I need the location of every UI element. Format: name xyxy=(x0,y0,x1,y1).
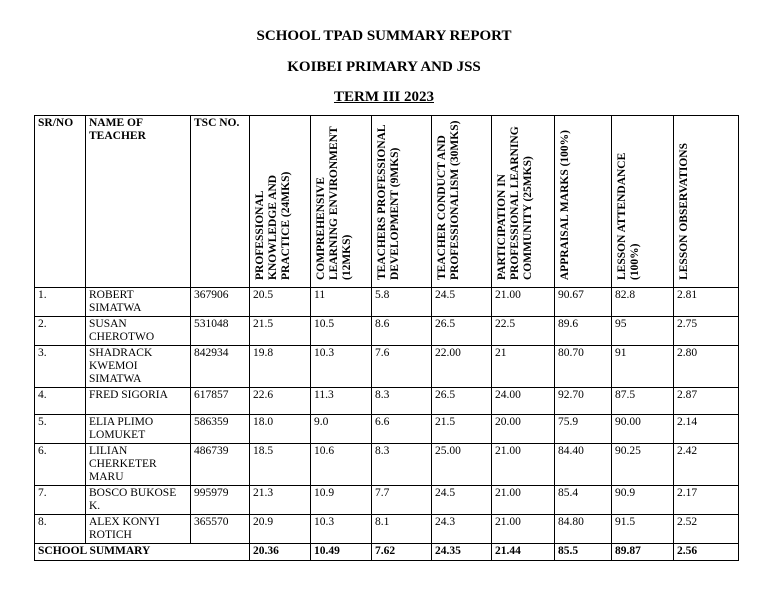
row-professional-knowledge: 22.6 xyxy=(250,388,311,415)
row-lesson-observations: 2.87 xyxy=(674,388,739,415)
tpad-summary-table xyxy=(34,115,739,561)
row-professional-knowledge: 18.0 xyxy=(250,415,311,444)
row-lesson-attendance: 91 xyxy=(612,346,674,388)
row-teacher-conduct: 24.5 xyxy=(432,288,492,317)
row-teacher-name: BOSCO BUKOSE K. xyxy=(86,486,191,515)
table-row xyxy=(35,515,739,544)
row-tsc-no: 365570 xyxy=(191,515,250,544)
summary-cell: 21.44 xyxy=(492,544,555,561)
row-srno: 2. xyxy=(35,317,86,346)
row-lesson-observations: 2.42 xyxy=(674,444,739,486)
row-teacher-conduct: 22.00 xyxy=(432,346,492,388)
row-lesson-observations: 2.75 xyxy=(674,317,739,346)
school-name: KOIBEI PRIMARY AND JSS xyxy=(287,59,481,75)
table-row xyxy=(35,288,739,317)
row-professional-knowledge: 21.3 xyxy=(250,486,311,515)
col-header-learning-community: PARTICIPATION IN PROFESSIONAL LEARNING COMMUNITY (25MKS) xyxy=(492,116,555,288)
row-learning-environment: 9.0 xyxy=(311,415,372,444)
summary-label: SCHOOL SUMMARY xyxy=(35,544,250,561)
row-learning-environment: 10.5 xyxy=(311,317,372,346)
summary-cell: 85.5 xyxy=(555,544,612,561)
row-teacher-name: FRED SIGORIA xyxy=(86,388,191,415)
row-professional-development: 8.3 xyxy=(372,388,432,415)
row-lesson-attendance: 82.8 xyxy=(612,288,674,317)
row-professional-knowledge: 19.8 xyxy=(250,346,311,388)
row-teacher-conduct: 26.5 xyxy=(432,317,492,346)
row-teacher-conduct: 26.5 xyxy=(432,388,492,415)
row-srno: 6. xyxy=(35,444,86,486)
row-srno: 1. xyxy=(35,288,86,317)
row-lesson-observations: 2.52 xyxy=(674,515,739,544)
row-teacher-name: SUSAN CHEROTWO xyxy=(86,317,191,346)
summary-cell: 24.35 xyxy=(432,544,492,561)
row-learning-community: 21.00 xyxy=(492,444,555,486)
row-lesson-observations: 2.14 xyxy=(674,415,739,444)
row-professional-development: 7.6 xyxy=(372,346,432,388)
row-appraisal-marks: 90.67 xyxy=(555,288,612,317)
row-teacher-conduct: 21.5 xyxy=(432,415,492,444)
row-teacher-conduct: 24.5 xyxy=(432,486,492,515)
row-learning-community: 21.00 xyxy=(492,515,555,544)
col-header-lesson-attendance: LESSON ATTENDANCE (100%) xyxy=(612,116,674,288)
row-professional-development: 6.6 xyxy=(372,415,432,444)
row-learning-community: 22.5 xyxy=(492,317,555,346)
col-header-tsc: TSC NO. xyxy=(191,116,250,288)
row-appraisal-marks: 84.40 xyxy=(555,444,612,486)
row-appraisal-marks: 80.70 xyxy=(555,346,612,388)
row-lesson-observations: 2.17 xyxy=(674,486,739,515)
row-lesson-attendance: 91.5 xyxy=(612,515,674,544)
summary-cell: 2.56 xyxy=(674,544,739,561)
row-srno: 5. xyxy=(35,415,86,444)
table-row xyxy=(35,486,739,515)
row-tsc-no: 995979 xyxy=(191,486,250,515)
summary-cell: 10.49 xyxy=(311,544,372,561)
row-tsc-no: 531048 xyxy=(191,317,250,346)
col-header-srno: SR/NO xyxy=(35,116,86,288)
row-lesson-observations: 2.81 xyxy=(674,288,739,317)
row-appraisal-marks: 84.80 xyxy=(555,515,612,544)
row-tsc-no: 486739 xyxy=(191,444,250,486)
row-professional-knowledge: 20.5 xyxy=(250,288,311,317)
row-learning-community: 21 xyxy=(492,346,555,388)
row-teacher-name: LILIAN CHERKETER MARU xyxy=(86,444,191,486)
row-learning-community: 24.00 xyxy=(492,388,555,415)
row-srno: 3. xyxy=(35,346,86,388)
row-teacher-name: SHADRACK KWEMOI SIMATWA xyxy=(86,346,191,388)
table-row xyxy=(35,444,739,486)
row-lesson-attendance: 87.5 xyxy=(612,388,674,415)
row-tsc-no: 617857 xyxy=(191,388,250,415)
row-professional-development: 8.6 xyxy=(372,317,432,346)
row-teacher-name: ALEX KONYI ROTICH xyxy=(86,515,191,544)
row-appraisal-marks: 75.9 xyxy=(555,415,612,444)
row-lesson-attendance: 90.25 xyxy=(612,444,674,486)
row-teacher-name: ELIA PLIMO LOMUKET xyxy=(86,415,191,444)
row-lesson-observations: 2.80 xyxy=(674,346,739,388)
row-teacher-conduct: 25.00 xyxy=(432,444,492,486)
table-row xyxy=(35,317,739,346)
row-tsc-no: 367906 xyxy=(191,288,250,317)
row-professional-knowledge: 20.9 xyxy=(250,515,311,544)
col-header-teacher-conduct: TEACHER CONDUCT AND PROFESSIONALISM (30MKS) xyxy=(432,116,492,288)
row-learning-community: 21.00 xyxy=(492,288,555,317)
report-title: SCHOOL TPAD SUMMARY REPORT xyxy=(256,28,512,44)
row-tsc-no: 586359 xyxy=(191,415,250,444)
row-teacher-name: ROBERT SIMATWA xyxy=(86,288,191,317)
summary-cell: 7.62 xyxy=(372,544,432,561)
row-professional-development: 5.8 xyxy=(372,288,432,317)
row-teacher-conduct: 24.3 xyxy=(432,515,492,544)
table-row xyxy=(35,346,739,388)
row-appraisal-marks: 92.70 xyxy=(555,388,612,415)
col-header-appraisal-marks: APPRAISAL MARKS (100%) xyxy=(555,116,612,288)
row-appraisal-marks: 85.4 xyxy=(555,486,612,515)
col-header-name: NAME OF TEACHER xyxy=(86,116,191,288)
row-srno: 7. xyxy=(35,486,86,515)
row-srno: 8. xyxy=(35,515,86,544)
col-header-learning-environment: COMPREHENSIVE LEARNING ENVIRONMENT (12MKS) xyxy=(311,116,372,288)
row-learning-environment: 11 xyxy=(311,288,372,317)
col-header-professional-development: TEACHERS PROFESSIONAL DEVELOPMENT (9MKS) xyxy=(372,116,432,288)
row-srno: 4. xyxy=(35,388,86,415)
school-summary-row xyxy=(35,544,739,561)
table-row xyxy=(35,388,739,415)
row-learning-environment: 11.3 xyxy=(311,388,372,415)
col-header-lesson-observations: LESSON OBSERVATIONS xyxy=(674,116,739,288)
row-learning-environment: 10.3 xyxy=(311,515,372,544)
col-header-professional-knowledge: PROFESSIONAL KNOWLEDGE AND PRACTICE (24MKS) xyxy=(250,116,311,288)
row-professional-knowledge: 21.5 xyxy=(250,317,311,346)
row-lesson-attendance: 90.9 xyxy=(612,486,674,515)
row-professional-knowledge: 18.5 xyxy=(250,444,311,486)
table-row xyxy=(35,415,739,444)
row-learning-environment: 10.6 xyxy=(311,444,372,486)
row-lesson-attendance: 90.00 xyxy=(612,415,674,444)
row-tsc-no: 842934 xyxy=(191,346,250,388)
header-row xyxy=(35,116,739,288)
row-learning-community: 21.00 xyxy=(492,486,555,515)
row-professional-development: 7.7 xyxy=(372,486,432,515)
row-appraisal-marks: 89.6 xyxy=(555,317,612,346)
term-label: TERM III 2023 xyxy=(333,89,434,105)
row-professional-development: 8.1 xyxy=(372,515,432,544)
row-learning-environment: 10.9 xyxy=(311,486,372,515)
row-learning-community: 20.00 xyxy=(492,415,555,444)
row-professional-development: 8.3 xyxy=(372,444,432,486)
summary-cell: 20.36 xyxy=(250,544,311,561)
row-lesson-attendance: 95 xyxy=(612,317,674,346)
row-learning-environment: 10.3 xyxy=(311,346,372,388)
summary-cell: 89.87 xyxy=(612,544,674,561)
